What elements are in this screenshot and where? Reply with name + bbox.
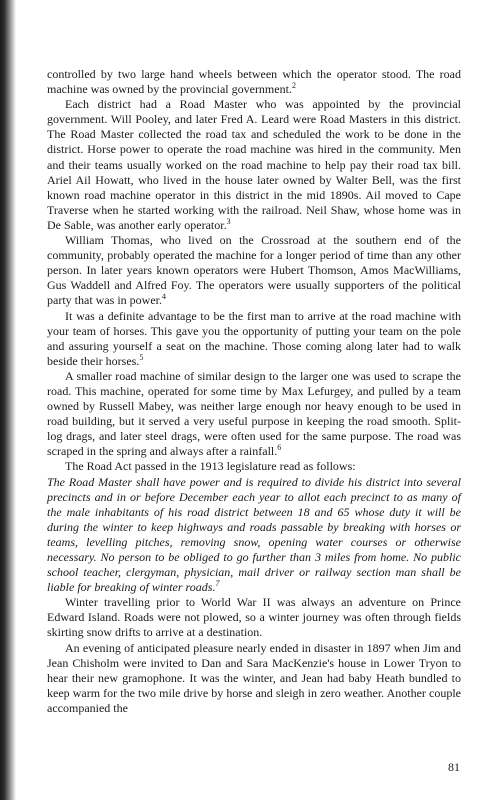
paragraph-winter-travel: Winter travelling prior to World War II was always an adventure on Prince Edward Island. Roads were not plowed, so a winter journey was often through fields skirting snow drifts to arrive at a destination. (47, 595, 461, 640)
paragraph-road-act: The Road Act passed in the 1913 legislature read as follows: (65, 459, 356, 474)
page-gutter-shadow (0, 0, 16, 800)
footnote-ref: 7 (215, 579, 220, 589)
footnote-ref: 6 (277, 443, 282, 453)
footnote-ref: 2 (291, 81, 296, 91)
footnote-ref: 5 (139, 352, 144, 362)
road-act-quotation: The Road Master shall have power and is required to divide his district into several precincts and in or before December each year to allot each precinct to as many of the male inhabitants of his road district between 18 and 65 whose duty it will be during the winter to keep highways and roads passable by breaking with horses or teams, levelling pitches, removing snow, opening water courses or otherwise necessary. No person to be obliged to go further than 3 miles from home. No public school teacher, clergyman, physician, mail driver or railway section man shall be liable for breaking of winter roads.$^7$ (47, 474, 461, 595)
paragraph-first-arrival: It was a definite advantage to be the first man to arrive at the road machine with your team of horses. This gave you the opportunity of putting your team on the pole and assuring yourself a seat on the machine. Those coming along later had to walk beside their horses.$^5$ (47, 308, 461, 368)
paragraph-smaller-machine: A smaller road machine of similar design to the larger one was used to scrape the road. This machine, operated for some time by Max Lefurgey, and pulled by a team owned by Russell Mabey, was neither large enough nor heavy enough to be used in road building, but it served a very useful purpose in keeping the road smooth. Split-log drags, and later steel drags, were often used for the same purpose. The road was scraped in the spring and always after a rainfall.$^6$ (47, 368, 461, 459)
page-number: 81 (448, 760, 460, 774)
paragraph-chisholm-story: An evening of anticipated pleasure nearly ended in disaster in 1897 when Jim and Jean Chisholm were invited to Dan and Sara MacKenzie's house in Lower Tryon to hear their new gramophone. It was the winter, and Jean had baby Heath bundled to keep warm for the two mile drive by horse and sleigh in zero weather. Another couple accompanied the (47, 640, 461, 715)
paragraph-william-thomas: William Thomas, who lived on the Crossroad at the southern end of the community, probably operated the machine for a longer period of time than any other person. In later years known operators were Hubert Thomson, Amos MacWilliams, Gus Waddell and Alfred Foy. The operators were usually supporters of the political party that was in power.$^4$ (47, 233, 461, 308)
paragraph-road-machine-owner: controlled by two large hand wheels between which the operator stood. The road machine was owned by the provincial government.$^2$ (47, 67, 461, 97)
footnote-ref: 4 (161, 292, 166, 302)
footnote-ref: 3 (226, 216, 231, 226)
body-text (47, 67, 461, 716)
paragraph-road-master: Each district had a Road Master who was appointed by the provincial government. Will Pooley, and later Fred A. Leard were Road Masters in this district. The Road Master collected the road tax and scheduled the work to be done in the district. Horse power to operate the road machine was hired in the community. Men and their teams usually worked on the road machine to help pay their road tax bill. Ariel Ail Howatt, who lived in the house later owned by Walter Bell, was the first known road machine operator in this district in the mid 1890s. Ail moved to Cape Traverse when he started working with the railroad. Neil Shaw, whose home was in De Sable, was another early operator.$^3$ (47, 97, 461, 232)
